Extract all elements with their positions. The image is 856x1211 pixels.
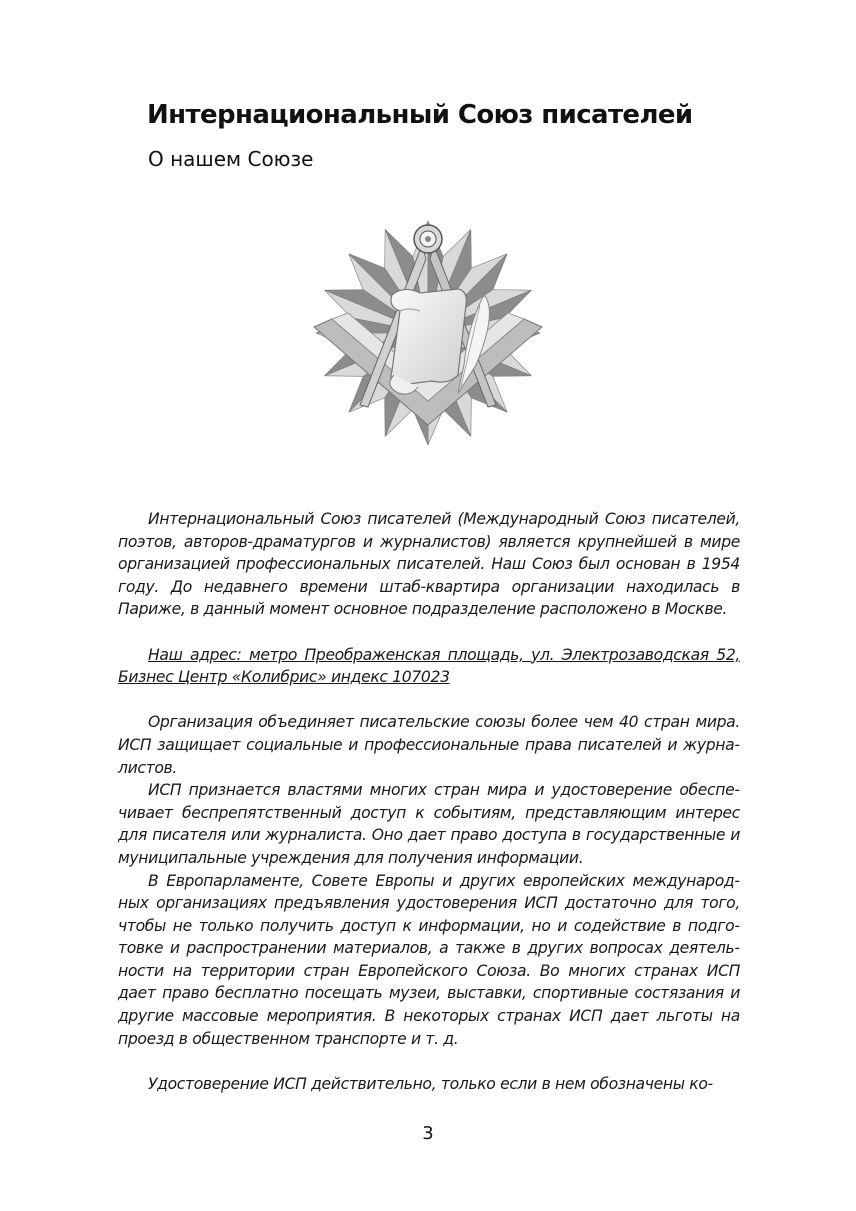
- page-subtitle: О нашем Союзе: [148, 147, 314, 171]
- body-text: [118, 508, 740, 1095]
- paragraph-intro: Интернациональный Союз писателей (Международный Союз писателей, поэтов, авторов-драматургов и журналистов) является крупнейшей в мире организацией профессиональных писателей. Наш Союз был основан в 1954 году. До недавнего времени штаб-квартира организации находилась в Париже, в данный момент основное подразделение расположено в Москве.: [118, 510, 740, 619]
- writers-union-emblem-icon: [308, 215, 548, 447]
- paragraph-europe: В Европарламенте, Совете Европы и других европейских международных организациях предъявления удостоверения ИСП достаточно для того, чтобы не только получить доступ к информации, но и содействие в подготовке и распространении материалов, а также в других вопросах деятельности на территории стран Европейского Союза. Во многих странах ИСП дает право бесплатно посещать музеи, выставки, спортивные состязания и другие массовые мероприятия. В некоторых странах ИСП дает льготы на проезд в общественном транспорте и т. д.: [118, 871, 740, 1048]
- paragraph-recognition: ИСП признается властями многих стран мира и удостоверение обеспечивает беспрепятственный доступ к событиям, представляющим интерес для писателя или журналиста. Оно дает право доступа в государственные и муниципальные учреждения для получения информации.: [118, 781, 740, 867]
- paragraph-validity: Удостоверение ИСП действительно, только если в нем обозначены ко-: [148, 1074, 713, 1093]
- paragraph-countries: Организация объединяет писательские союзы более чем 40 стран мира. ИСП защищает социальные и профессиональные права писателей и журналистов.: [118, 713, 740, 777]
- address-link[interactable]: Наш адрес: метро Преображенская площадь, ул. Электрозаводская 52, Бизнес Центр «Колибрис» индекс 107023: [118, 645, 740, 687]
- page-number: 3: [422, 1123, 434, 1144]
- page-title: Интернациональный Союз писателей: [147, 100, 693, 130]
